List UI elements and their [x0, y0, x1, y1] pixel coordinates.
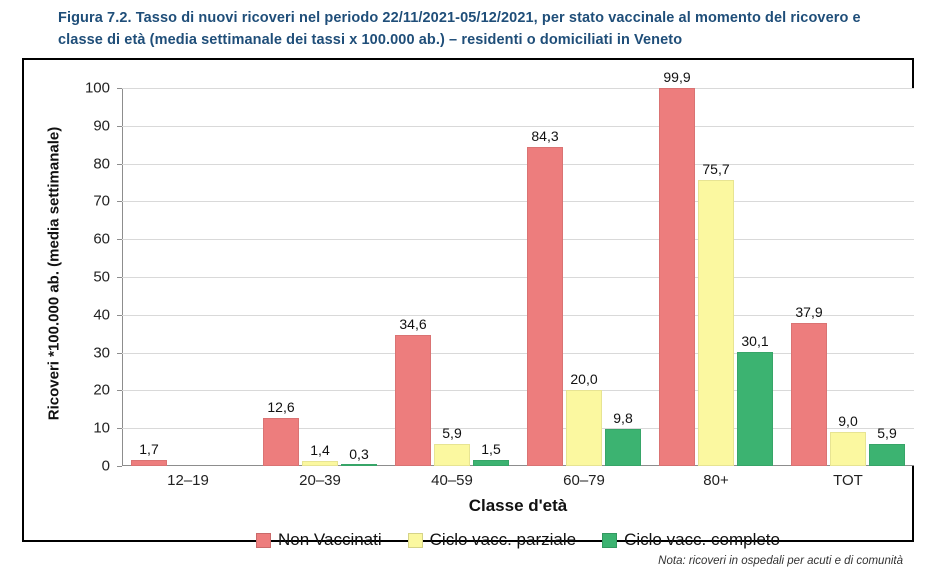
bar[interactable]	[473, 460, 509, 466]
bar-chart	[22, 60, 917, 549]
bar[interactable]	[791, 323, 827, 466]
y-tick-label: 90	[93, 117, 110, 135]
bar[interactable]	[302, 461, 338, 466]
y-tick-label: 60	[93, 230, 110, 248]
bar-slot	[131, 88, 167, 466]
bar-value-label: 1,4	[310, 441, 330, 458]
legend-item[interactable]	[408, 530, 576, 550]
y-tick-label: 80	[93, 155, 110, 173]
bar[interactable]	[434, 444, 470, 466]
x-axis-title: Classe d'età	[468, 496, 568, 515]
bar[interactable]	[869, 444, 905, 466]
bar[interactable]	[263, 418, 299, 466]
x-tick-label: TOT	[833, 472, 863, 489]
bar-slot	[791, 88, 827, 466]
bar[interactable]	[605, 429, 641, 466]
bar-value-label: 20,0	[570, 371, 598, 388]
bar-value-label: 0,3	[349, 445, 369, 462]
bar-slot	[395, 88, 431, 466]
chart-legend	[122, 530, 914, 550]
bar-value-label: 1,7	[139, 440, 159, 457]
bar-value-label: 9,0	[838, 412, 858, 429]
legend-item[interactable]	[602, 530, 780, 550]
bar[interactable]	[698, 180, 734, 466]
bar-slot	[302, 88, 338, 466]
bar[interactable]	[527, 147, 563, 466]
bar[interactable]	[659, 88, 695, 466]
bar-group-bars	[650, 69, 782, 466]
bar-group-bars	[518, 88, 650, 466]
legend-label: Ciclo vacc. parziale	[429, 530, 577, 549]
y-tick-label: 20	[93, 381, 110, 399]
y-tick-label: 100	[84, 79, 110, 97]
bar-value-label: 1,5	[481, 441, 501, 458]
bar-slot	[830, 88, 866, 466]
bar-group	[122, 88, 254, 489]
x-tick-label: 20–39	[299, 472, 341, 489]
bar-slot	[566, 88, 602, 466]
bar-value-label: 30,1	[741, 333, 769, 350]
bar-group-bars	[782, 88, 914, 466]
bar-group-bars	[122, 88, 254, 466]
bar-value-label: 75,7	[702, 160, 730, 177]
y-tick-label: 10	[93, 419, 110, 437]
x-tick-label: 12–19	[167, 472, 209, 489]
bar-value-label: 5,9	[877, 424, 897, 441]
bar-group	[650, 69, 782, 489]
figure-title: Figura 7.2. Tasso di nuovi ricoveri nel periodo 22/11/2021-05/12/2021, per stato vaccinale al momento del ricovero e classe di età (media settimanale dei tassi x 100.000 ab.) – residenti o domiciliati in Veneto	[58, 10, 861, 48]
y-tick-mark	[117, 466, 122, 467]
bar-slot	[527, 88, 563, 466]
y-tick-label: 70	[93, 192, 110, 210]
bar-slot	[209, 88, 245, 466]
bar-slot	[434, 88, 470, 466]
y-tick-label: 40	[93, 306, 110, 324]
bar-slot	[737, 88, 773, 466]
legend-label: Non Vaccinati	[278, 530, 382, 549]
bar-group	[782, 88, 914, 489]
y-axis-title: Ricoveri *100.000 ab. (media settimanale)	[45, 126, 63, 421]
bar-slot	[659, 69, 695, 466]
bar[interactable]	[341, 464, 377, 466]
bar[interactable]	[395, 335, 431, 466]
bar-slot	[698, 88, 734, 466]
bar-slot	[263, 88, 299, 466]
bar-value-label: 37,9	[795, 303, 823, 320]
y-tick-label: 30	[93, 344, 110, 362]
legend-item[interactable]	[256, 530, 382, 550]
bar-group-bars	[386, 88, 518, 466]
y-tick-label: 0	[101, 457, 110, 475]
bar-value-label: 9,8	[613, 409, 633, 426]
legend-swatch-icon	[256, 533, 271, 548]
bar[interactable]	[131, 460, 167, 466]
bar[interactable]	[737, 352, 773, 466]
bar-group-bars	[254, 88, 386, 466]
bar-value-label: 84,3	[531, 128, 559, 145]
plot-area	[84, 69, 914, 489]
legend-label: Ciclo vacc. completo	[624, 530, 780, 549]
bar-slot	[341, 88, 377, 466]
x-tick-label: 60–79	[563, 472, 605, 489]
bar-slot	[170, 88, 206, 466]
figure-footnote: Nota: ricoveri in ospedali per acuti e di comunità	[658, 555, 903, 567]
bar-value-label: 99,9	[663, 69, 691, 86]
y-tick-label: 50	[93, 268, 110, 286]
bar-group	[518, 88, 650, 489]
bar-value-label: 5,9	[442, 424, 462, 441]
legend-swatch-icon	[602, 533, 617, 548]
bar-value-label: 34,6	[399, 316, 427, 333]
bar-slot	[473, 88, 509, 466]
x-tick-label: 80+	[703, 472, 729, 489]
x-tick-label: 40–59	[431, 472, 473, 489]
bar-slot	[869, 88, 905, 466]
bar-group	[254, 88, 386, 489]
bar-group	[386, 88, 518, 489]
legend-swatch-icon	[408, 533, 423, 548]
bar-slot	[605, 88, 641, 466]
bar-value-label: 12,6	[267, 399, 295, 416]
bar[interactable]	[566, 390, 602, 466]
bar[interactable]	[830, 432, 866, 466]
